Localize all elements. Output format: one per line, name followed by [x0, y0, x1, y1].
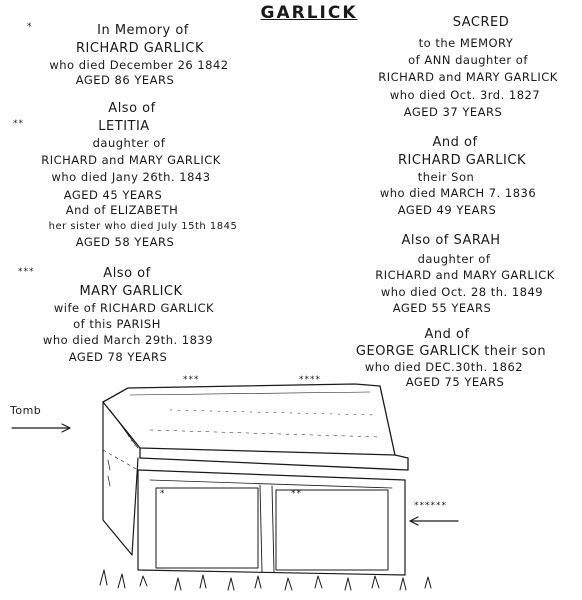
tomb-lid [103, 384, 408, 470]
tomb-pointer-arrow [12, 424, 70, 432]
reference-mark: * [160, 489, 166, 499]
tomb-label: Tomb [10, 404, 42, 417]
inscription-line: SACRED [452, 15, 510, 30]
inscription-line: of ANN daughter of [408, 53, 528, 67]
tomb-front [138, 470, 405, 575]
inscription-line: And of [432, 135, 478, 150]
page-title: GARLICK [260, 3, 358, 23]
inscription-line: And of [424, 327, 470, 342]
inscription-line: who died DEC.30th. 1862 [364, 360, 524, 374]
inscription-line: AGED 58 YEARS [75, 235, 175, 249]
reference-mark: ****** [414, 501, 447, 511]
inscription-line: daughter of [417, 252, 491, 266]
inscription-line: who died Oct. 3rd. 1827 [389, 88, 541, 102]
inscription-line: her sister who died July 15th 1845 [48, 221, 238, 232]
inscription-line: GEORGE GARLICK their son [355, 344, 547, 359]
inscription-line: wife of RICHARD GARLICK [53, 301, 215, 315]
inscription-line: RICHARD GARLICK [76, 41, 204, 56]
inscription-line: who died MARCH 7. 1836 [379, 186, 537, 200]
inscription-line: RICHARD GARLICK [398, 153, 526, 168]
inscription-line: MARY GARLICK [79, 284, 183, 299]
inscription-line: AGED 75 YEARS [405, 375, 505, 389]
inscription-line: AGED 37 YEARS [403, 105, 503, 119]
inscription-line: Also of [103, 266, 151, 281]
reference-mark: **** [299, 375, 321, 385]
inscription-line: who died December 26 1842 [49, 58, 229, 72]
grass [100, 570, 431, 590]
reference-mark: *** [18, 267, 35, 277]
inscription-line: And of ELIZABETH [65, 203, 179, 217]
inscription-line: In Memory of [97, 23, 189, 38]
inscription-line: of this PARISH [73, 317, 161, 331]
reference-mark: * [27, 22, 33, 32]
inscription-line: RICHARD and MARY GARLICK [375, 268, 555, 282]
inscription-line: who died Jany 26th. 1843 [51, 170, 211, 184]
inscription-line: AGED 49 YEARS [397, 203, 497, 217]
reference-mark: ** [13, 119, 24, 129]
inscription-line: RICHARD and MARY GARLICK [41, 153, 221, 167]
inscription-line: AGED 78 YEARS [68, 350, 168, 364]
tomb-side [103, 402, 138, 555]
inscription-line: their Son [417, 170, 475, 184]
reference-mark: ** [291, 489, 302, 499]
inscription-line: who died March 29th. 1839 [42, 333, 214, 347]
inscription-line: Also of SARAH [401, 233, 501, 248]
inscription-line: Also of [108, 101, 156, 116]
reference-mark: *** [183, 375, 200, 385]
inscription-line: AGED 86 YEARS [75, 73, 175, 87]
inscription-line: who died Oct. 28 th. 1849 [380, 285, 544, 299]
inscription-line: AGED 55 YEARS [392, 301, 492, 315]
inscription-line: to the MEMORY [418, 36, 514, 50]
inscription-line: AGED 45 YEARS [63, 188, 163, 202]
right-pointer-arrow [410, 517, 458, 525]
inscription-line: LETITIA [98, 119, 150, 134]
inscription-line: RICHARD and MARY GARLICK [378, 70, 558, 84]
inscription-line: daughter of [92, 136, 166, 150]
